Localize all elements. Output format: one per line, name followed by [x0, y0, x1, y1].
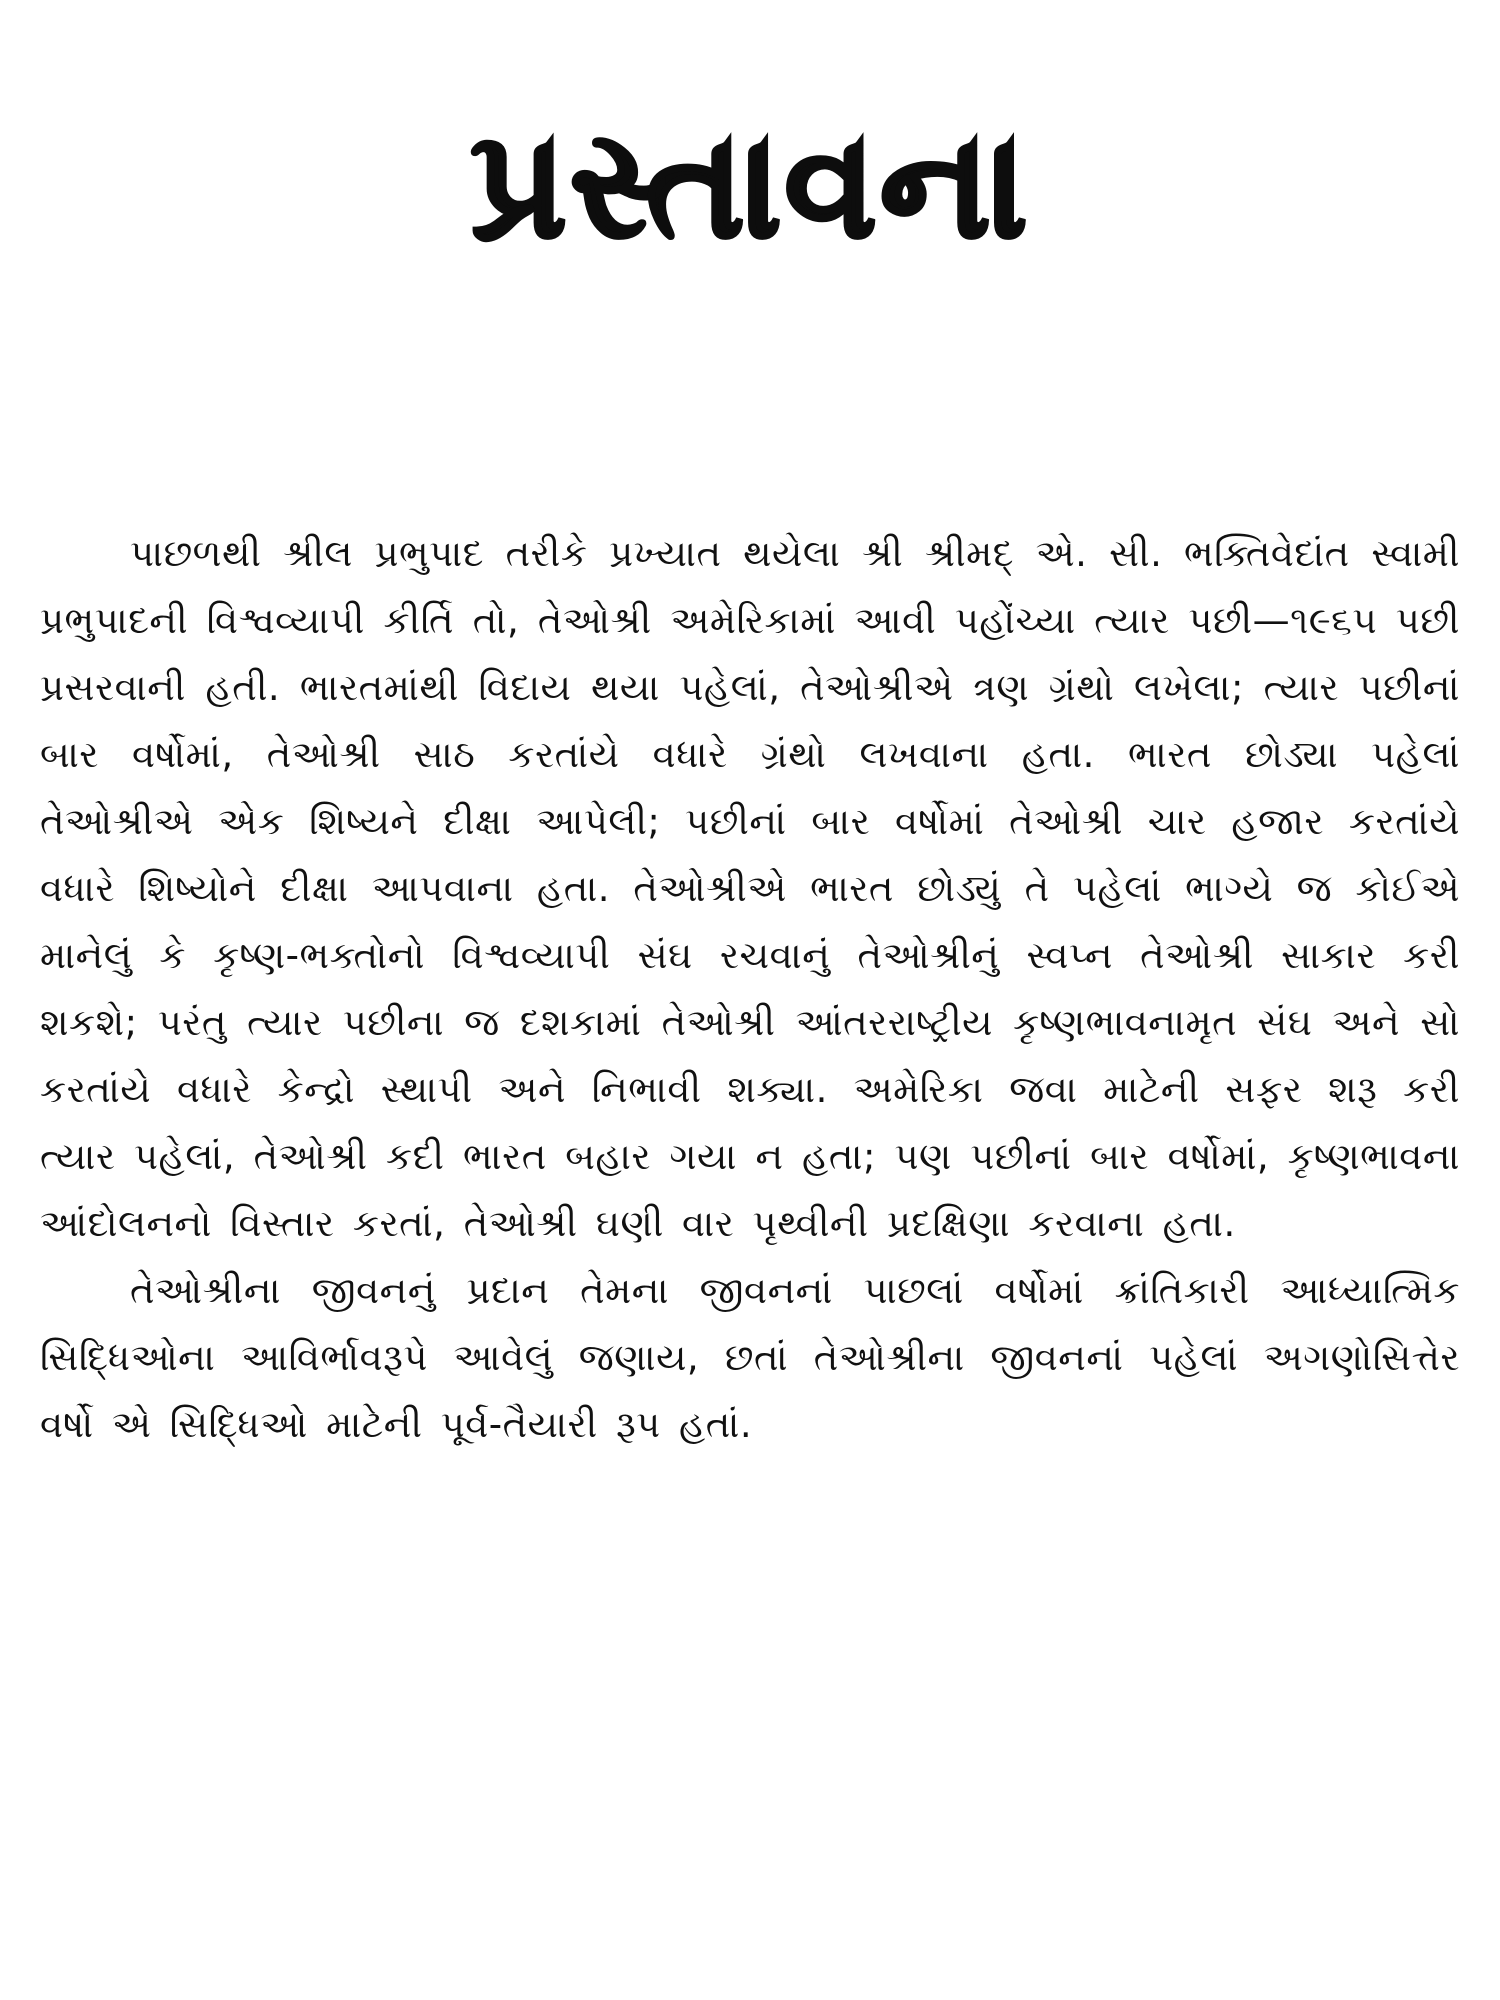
paragraph-1: પાછળથી શ્રીલ પ્રભુપાદ તરીકે પ્રખ્યાત થયેલા શ્રી શ્રીમદ્ એ. સી. ભક્તિવેદાંત સ્વામી પ્રભુપાદની વિશ્વવ્યાપી કીર્તિ તો, તેઓશ્રી અમેરિકામાં આવી પહોંચ્યા ત્યાર પછી—૧૯૬૫ પછી પ્રસરવાની હતી. ભારતમાંથી વિદાય થયા પહેલાં, તેઓશ્રીએ ત્રણ ગ્રંથો લખેલા; ત્યાર પછીનાં બાર વર્ષોમાં, તેઓશ્રી સાઠ કરતાંયે વધારે ગ્રંથો લખવાના હતા. ભારત છોડ્યા પહેલાં તેઓશ્રીએ એક શિષ્યને દીક્ષા આપેલી; પછીનાં બાર વર્ષોમાં તેઓશ્રી ચાર હજાર કરતાંયે વધારે શિષ્યોને દીક્ષા આપવાના હતા. તેઓશ્રીએ ભારત છોડ્યું તે પહેલાં ભાગ્યે જ કોઈએ માનેલું કે કૃષ્ણ-ભક્તોનો વિશ્વવ્યાપી સંઘ રચવાનું તેઓશ્રીનું સ્વપ્ન તેઓશ્રી સાકાર કરી શકશે; પરંતુ ત્યાર પછીના જ દશકામાં તેઓશ્રી આંતરરાષ્ટ્રીય કૃષ્ણભાવનામૃત સંઘ અને સો કરતાંયે વધારે કેન્દ્રો સ્થાપી અને નિભાવી શક્યા. અમેરિકા જવા માટેની સફર શરૂ કરી ત્યાર પહેલાં, તેઓશ્રી કદી ભારત બહાર ગયા ન હતા; પણ પછીનાં બાર વર્ષોમાં, કૃષ્ણભાવના આંદોલનનો વિસ્તાર કરતાં, તેઓશ્રી ઘણી વાર પૃથ્વીની પ્રદક્ષિણા કરવાના હતા. — [40, 532, 1460, 1245]
preface-body — [40, 520, 1460, 1458]
paragraph-2: તેઓશ્રીના જીવનનું પ્રદાન તેમના જીવનનાં પાછલાં વર્ષોમાં ક્રાંતિકારી આધ્યાત્મિક સિદ્ધિઓના આવિર્ભાવરૂપે આવેલું જણાય, છતાં તેઓશ્રીના જીવનનાં પહેલાં અગણોસિત્તેર વર્ષો એ સિદ્ધિઓ માટેની પૂર્વ-તૈયારી રૂપ હતાં. — [40, 1269, 1460, 1446]
page-title: પ્રસ્તાવના — [470, 98, 1030, 272]
